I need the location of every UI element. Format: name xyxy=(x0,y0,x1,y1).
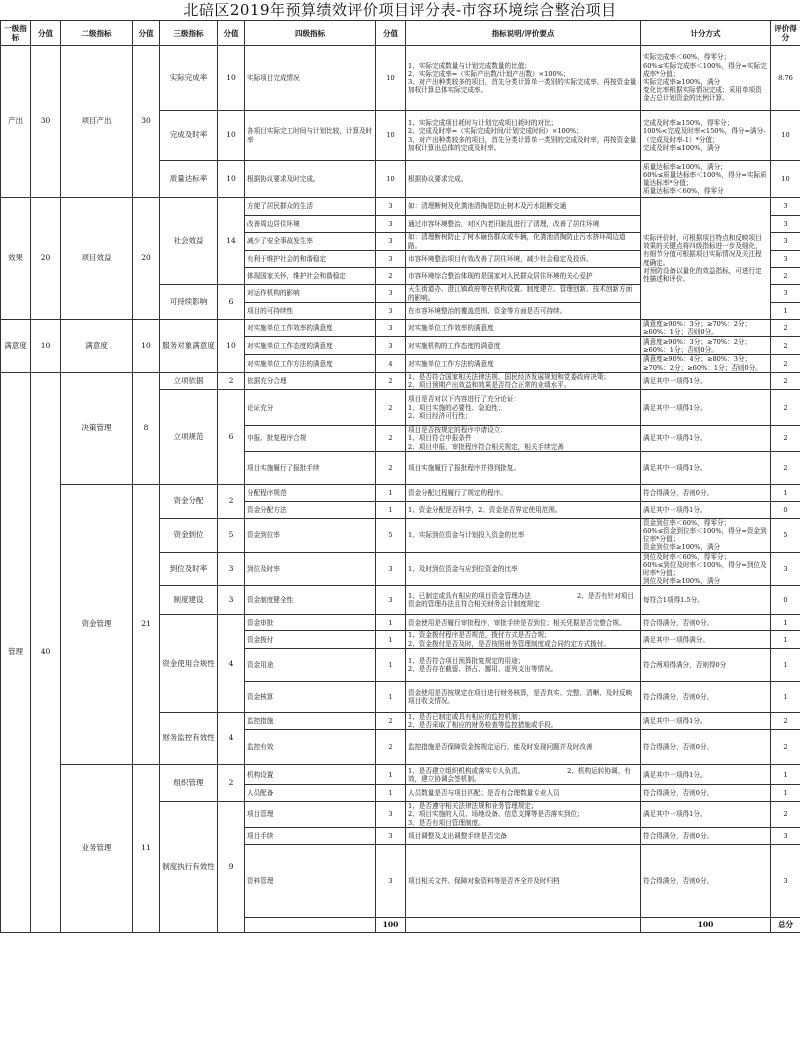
l4-score: 1 xyxy=(376,648,406,681)
eval-score: 3 xyxy=(771,216,800,233)
effect-l1-name: 效果 xyxy=(1,198,31,320)
eval-desc: 对实施单位工作方法的满意度 xyxy=(406,355,641,372)
eval-desc: 1、是否符合项目预算批复规定的用途； 2、是否存在截留、挤占、挪用、虚列支出等情况。 xyxy=(406,648,641,681)
decision-l2-score: 8 xyxy=(133,372,160,484)
scoring-method: 满足其中一项得满分。 xyxy=(641,631,771,648)
scoring-method: 符合得满分，否则0分。 xyxy=(641,827,771,844)
header-cell: 二级指标 xyxy=(61,21,133,46)
l4-name: 资金制度健全性 xyxy=(245,586,376,615)
scoring-method: 满足其中一项得1分。 xyxy=(641,802,771,828)
l4-name: 项目管理 xyxy=(245,802,376,828)
l3-score: 3 xyxy=(218,586,245,615)
l4-score: 1 xyxy=(376,631,406,648)
eval-score: 2 xyxy=(771,372,800,389)
eval-score: 2 xyxy=(771,390,800,426)
decision-l2-name: 决策管理 xyxy=(61,372,133,484)
scoring-method: 满意度≥90%：3分；≥70%：2分；≥60%：1分；否则0分。 xyxy=(641,337,771,355)
l4-name: 人员配备 xyxy=(245,785,376,802)
eval-desc: 根据协议要求完成。 xyxy=(406,161,641,198)
eval-score: 2 xyxy=(771,426,800,452)
eval-score: 2 xyxy=(771,712,800,729)
l3-name: 资金到位 xyxy=(160,518,218,552)
l4-score: 2 xyxy=(376,372,406,389)
eval-desc: 人员数量是否与项目匹配；是否有合理数量专业人员 xyxy=(406,785,641,802)
l4-score: 4 xyxy=(376,355,406,372)
l4-score: 3 xyxy=(376,251,406,268)
l4-score: 1 xyxy=(376,501,406,518)
l4-name: 项目手续 xyxy=(245,827,376,844)
l4-score: 3 xyxy=(376,827,406,844)
header-cell: 分值 xyxy=(133,21,160,46)
l4-score: 10 xyxy=(376,161,406,198)
l3-name: 制度执行有效性 xyxy=(160,802,218,933)
effect-l1-score: 20 xyxy=(31,198,61,320)
eval-desc: 如：清理断树及化粪池清掏是防止树木及污水阻断交通 xyxy=(406,198,641,216)
l4-score: 1 xyxy=(376,681,406,712)
eval-score: 2 xyxy=(771,355,800,372)
eval-score: 3 xyxy=(771,233,800,251)
l4-name: 到位及时率 xyxy=(245,552,376,586)
eval-desc: 天生街道办、澄江镇政府等在机构设置、制度建立、管理创新、技术创新方面的影响。 xyxy=(406,285,641,303)
eval-desc: 1、是否已制定或具有相应的监控机制； 2、是否采取了相应的财务检查等监控措施或手段。 xyxy=(406,712,641,729)
l4-score: 3 xyxy=(376,586,406,615)
l4-score: 3 xyxy=(376,285,406,303)
l3-name: 社会效益 xyxy=(160,198,218,285)
header-cell: 四级指标 xyxy=(245,21,376,46)
scoring-method: 满意度≥90%：4分；≥80%：3分；≥70%：2分；≥60%：1分；否则0分。 xyxy=(641,355,771,372)
scoring-method: 到位及时率＜60%，得零分； 60%≤到位及时率＜100%，得分=到位及时率*分值； 到位及时率≥100%，满分 xyxy=(641,552,771,586)
scoring-method: 满足其中一项得1分。 xyxy=(641,765,771,785)
l3-name: 财务监控有效性 xyxy=(160,712,218,764)
scoring-method: 符合得满分，否则0分。 xyxy=(641,681,771,712)
eval-score: 5 xyxy=(771,518,800,552)
l4-score: 5 xyxy=(376,518,406,552)
l3-name: 组织管理 xyxy=(160,765,218,802)
eval-desc: 1、及时到位资金与应到位资金的比率 xyxy=(406,552,641,586)
eval-score: 1 xyxy=(771,648,800,681)
eval-desc: 资金使用是否履行审批程序，审批手续是否到位；相关凭据是否完整合规。 xyxy=(406,615,641,631)
total-blank xyxy=(245,917,376,932)
effect-l2-score: 20 xyxy=(133,198,160,320)
l4-score: 3 xyxy=(376,320,406,337)
eval-score: 3 xyxy=(771,285,800,303)
eval-desc: 1、是否遵守相关法律法规和业务管理规定； 2、项目实施的人员、场地设备、信息支撑等是否落实到位； 3、是否有项目管理制度。 xyxy=(406,802,641,828)
header-cell: 指标说明/评价要点 xyxy=(406,21,641,46)
scoring-method: 符合两项得满分，否则得0分 xyxy=(641,648,771,681)
fund-l2-score: 21 xyxy=(133,484,160,764)
eval-score: 0 xyxy=(771,501,800,518)
l4-name: 资金用途 xyxy=(245,648,376,681)
l4-score: 2 xyxy=(376,730,406,765)
eval-score: 3 xyxy=(771,251,800,268)
l4-name: 分配程序规范 xyxy=(245,484,376,501)
l4-name: 机构设置 xyxy=(245,765,376,785)
eval-score: 10 xyxy=(771,161,800,198)
eval-desc: 资金分配过程履行了规定的程序。 xyxy=(406,484,641,501)
table-row xyxy=(1,320,800,337)
eval-desc: 在市容环境整治的覆盖范围、资金等方面是否可持续。 xyxy=(406,303,641,320)
business-l2-score: 11 xyxy=(133,765,160,933)
l3-score: 6 xyxy=(218,285,245,320)
output-l1-score: 30 xyxy=(31,46,61,198)
scoring-method: 完成及时率≥150%，得零分； 100%<完成及时率<150%，得分=满分-（完成及时率-1）*分值； 完成及时率≤100%，满分 xyxy=(641,111,771,161)
l4-score: 2 xyxy=(376,451,406,484)
l3-score: 6 xyxy=(218,390,245,485)
eval-desc: 项目是否按规定的程序申请设立： 1、项目符合申报条件 2、项目申报、审批程序符合相关规定，相关手续完善 xyxy=(406,426,641,452)
l4-name: 监控有效 xyxy=(245,730,376,765)
eval-desc: 1、实际到位资金与计划投入资金的比率 xyxy=(406,518,641,552)
l4-name: 资金分配方法 xyxy=(245,501,376,518)
l4-score: 3 xyxy=(376,552,406,586)
l3-name: 可持续影响 xyxy=(160,285,218,320)
l4-name: 项目实施履行了报批手续 xyxy=(245,451,376,484)
header-cell: 分值 xyxy=(218,21,245,46)
eval-score: 1 xyxy=(771,631,800,648)
l4-name: 对实施单位工作效率的满意度 xyxy=(245,320,376,337)
eval-desc: 市容环境综合整治体现的是国家对人民群众居住环境的关心爱护 xyxy=(406,268,641,285)
l3-score: 2 xyxy=(218,484,245,518)
eval-desc: 对实施机构的工作态度的满意度 xyxy=(406,337,641,355)
l4-score: 3 xyxy=(376,198,406,216)
eval-score: 3 xyxy=(771,198,800,216)
effect-l2-name: 项目效益 xyxy=(61,198,133,320)
l3-score: 10 xyxy=(218,111,245,161)
header-cell: 计分方式 xyxy=(641,21,771,46)
eval-desc: 项目相关文件、保障对象资料等是否齐全并及时归档 xyxy=(406,844,641,917)
l4-score: 3 xyxy=(376,303,406,320)
output-l2-score: 30 xyxy=(133,46,160,198)
l4-score: 2 xyxy=(376,426,406,452)
l4-name: 资金审批 xyxy=(245,615,376,631)
scoring-method: 符合得满分，否则0分。 xyxy=(641,484,771,501)
l4-name: 监控措施 xyxy=(245,712,376,729)
management-l1-score: 40 xyxy=(31,372,61,932)
l4-score: 3 xyxy=(376,216,406,233)
l3-name: 服务对象满意度 xyxy=(160,320,218,373)
scoring-method: 实际完成率＜60%，得零分； 60%≤实际完成率＜100%，得分=实际完成率*分值； 实际完成率≥100%，满分 变化比率根据实际情况完成；采用单项资金占总计划资金的比例计算。 xyxy=(641,46,771,111)
eval-desc: 如：清理断树防止了树木砸伤群众或车辆，化粪池清掏防止污水挤坏周边道路。 xyxy=(406,233,641,251)
l4-name: 对实施单位工作态度的满意度 xyxy=(245,337,376,355)
l3-name: 到位及时率 xyxy=(160,552,218,586)
eval-score: 2 xyxy=(771,451,800,484)
l4-score: 3 xyxy=(376,233,406,251)
l4-score: 3 xyxy=(376,844,406,917)
scoring-method: 满足其中一项得1分。 xyxy=(641,390,771,426)
eval-score: 3 xyxy=(771,827,800,844)
satisfaction-l2-score: 10 xyxy=(133,320,160,373)
l3-score: 10 xyxy=(218,320,245,373)
eval-desc: 市容环境整治项目有效改善了居住环境，减少社会稳定及投诉。 xyxy=(406,251,641,268)
l3-name: 制度建设 xyxy=(160,586,218,615)
l4-name: 资金拨付 xyxy=(245,631,376,648)
l4-name: 减少了安全事故发生率 xyxy=(245,233,376,251)
l4-name: 体现国家关怀，维护社会和谐稳定 xyxy=(245,268,376,285)
l3-score: 3 xyxy=(218,552,245,586)
table-row xyxy=(1,484,800,501)
eval-score: 3 xyxy=(771,552,800,586)
eval-score: 1 xyxy=(771,765,800,785)
satisfaction-l2-name: 满意度 xyxy=(61,320,133,373)
l4-score: 2 xyxy=(376,268,406,285)
eval-desc: 通过市容环境整治，对区内老旧脏乱进行了清理，改善了居住环境 xyxy=(406,216,641,233)
eval-score: 1 xyxy=(771,303,800,320)
l3-score: 2 xyxy=(218,765,245,802)
eval-score: 10 xyxy=(771,111,800,161)
eval-desc: 项目实施履行了报批程序并得到批复。 xyxy=(406,451,641,484)
eval-score: 2 xyxy=(771,268,800,285)
eval-desc: 1、已制定或具有相应的项目资金管理办法 2、是否有针对项目资金的管理办法且符合相关财务会计制度规定 xyxy=(406,586,641,615)
l4-name: 有利于维护社会的和谐稳定 xyxy=(245,251,376,268)
fund-l2-name: 资金管理 xyxy=(61,484,133,764)
eval-desc: 1、是否建立组织机构或落实专人负责。 2、机构运转协调、有效，建立协调会签机制。 xyxy=(406,765,641,785)
eval-score: 2 xyxy=(771,802,800,828)
scoring-method: 质量达标率≥100%，满分； 60%≤质量达标率＜100%，得分=实际质量达标率*分值； 质量达标率＜60%，得零分 xyxy=(641,161,771,198)
eval-desc: 对实施单位工作效率的满意度 xyxy=(406,320,641,337)
l4-name: 依据充分合理 xyxy=(245,372,376,389)
eval-score: 1 xyxy=(771,681,800,712)
l4-name: 申报、批复程序合规 xyxy=(245,426,376,452)
total-label: 总分 xyxy=(771,917,800,932)
l4-score: 10 xyxy=(376,46,406,111)
eval-desc: 1、实际完成项目耗时与计划完成项目耗时的对比； 2、完成及时率=（实际完成时间/计划完成时间）×100%； 3、对产出种类较多的项目，首先分类计算单一类别的完成及时率，再按资金量加权计算出总体的完成及时率。 xyxy=(406,111,641,161)
header-cell: 一级指标 xyxy=(1,21,31,46)
l4-name: 资金到位率 xyxy=(245,518,376,552)
l4-score: 3 xyxy=(376,337,406,355)
l3-score: 10 xyxy=(218,46,245,111)
scoring-method: 符合得满分，否则0分。 xyxy=(641,730,771,765)
l4-name: 根据协议要求及时完成。 xyxy=(245,161,376,198)
scoring-method: 资金到位率＜60%，得零分； 60%≤资金到位率＜100%，得分=资金到位率*分值； 资金到位率≥100%，满分 xyxy=(641,518,771,552)
scoring-method: 满足其中一项得1分。 xyxy=(641,451,771,484)
l3-score: 14 xyxy=(218,198,245,285)
total-s2: 100 xyxy=(641,917,771,932)
l3-name: 资金分配 xyxy=(160,484,218,518)
eval-score: 8.76 xyxy=(771,46,800,111)
l4-name: 各项目实际完工时间与计划比较，计算及时率 xyxy=(245,111,376,161)
eval-score: 2 xyxy=(771,320,800,337)
l4-name: 对运作机构的影响 xyxy=(245,285,376,303)
eval-desc: 资金使用是否按规定在项目进行财务核算，是否真实、完整、清晰、及时反映项目收支情况。 xyxy=(406,681,641,712)
l3-name: 质量达标率 xyxy=(160,161,218,198)
page-title: 北碚区2019年预算绩效评价项目评分表-市容环境综合整治项目 xyxy=(183,1,617,19)
business-l2-name: 业务管理 xyxy=(61,765,133,933)
eval-score: 2 xyxy=(771,337,800,355)
header-row xyxy=(1,21,800,46)
eval-desc: 监控措施是否保障资金按规定运行，能及时发现问题并及时改善 xyxy=(406,730,641,765)
scoring-method: 满足其中一项得1分。 xyxy=(641,372,771,389)
table-row xyxy=(1,46,800,111)
eval-desc: 1、资金分配是否科学，2、资金是否界定使用范围。 xyxy=(406,501,641,518)
scoring-method: 满足其中一项得1分。 xyxy=(641,501,771,518)
l4-name: 对实施单位工作方法的满意度 xyxy=(245,355,376,372)
l4-score: 10 xyxy=(376,111,406,161)
l4-name: 方便了居民群众的生活 xyxy=(245,198,376,216)
l4-name: 资料管理 xyxy=(245,844,376,917)
l4-score: 1 xyxy=(376,765,406,785)
l4-score: 1 xyxy=(376,484,406,501)
table-row xyxy=(1,198,800,216)
total-s1: 100 xyxy=(376,917,406,932)
table-row xyxy=(1,372,800,389)
l4-name: 改善周边居住环境 xyxy=(245,216,376,233)
header-cell: 三级指标 xyxy=(160,21,218,46)
l3-name: 资金使用合规性 xyxy=(160,615,218,712)
score-table xyxy=(0,20,800,933)
l4-score: 1 xyxy=(376,615,406,631)
l3-name: 实际完成率 xyxy=(160,46,218,111)
eval-score: 3 xyxy=(771,844,800,917)
total-blank xyxy=(406,917,641,932)
satisfaction-l1-name: 满意度 xyxy=(1,320,31,373)
l3-name: 立项规范 xyxy=(160,390,218,485)
l3-score: 9 xyxy=(218,802,245,933)
scoring-method: 满意度≥90%：3分；≥70%：2分；≥60%：1分；否则0分。 xyxy=(641,320,771,337)
scoring-method: 每符合1项得1.5分。 xyxy=(641,586,771,615)
header-cell: 分值 xyxy=(376,21,406,46)
l4-score: 3 xyxy=(376,802,406,828)
l3-name: 立项依据 xyxy=(160,372,218,389)
output-l2-name: 项目产出 xyxy=(61,46,133,198)
l3-score: 2 xyxy=(218,372,245,389)
scoring-method: 实际评价时，可根据项目特点和反映项目效果的关键点将四级指标进一步及细化，有细节分值可根据项目实际情况及关注程度确定。 对预防设备以量化的效益指标，可进行定性描述和评价。 xyxy=(641,198,771,320)
l3-score: 4 xyxy=(218,712,245,764)
l4-score: 2 xyxy=(376,712,406,729)
l4-score: 1 xyxy=(376,785,406,802)
header-cell: 分值 xyxy=(31,21,61,46)
table-row xyxy=(1,765,800,785)
eval-score: 2 xyxy=(771,730,800,765)
scoring-method: 符合得满分，否则0分。 xyxy=(641,615,771,631)
scoring-method: 满足其中一项得1分。 xyxy=(641,712,771,729)
eval-score: 0 xyxy=(771,586,800,615)
management-l1-name: 管理 xyxy=(1,372,31,932)
eval-desc: 1、实际完成数量与计划完成数量的比值； 2、实际完成率=（实际产出数/计划产出数）×100%； 3、对产出种类较多的项目，首先分类计算单一类别的实际完成率，再按资金量加权计算总体实际完成率。 xyxy=(406,46,641,111)
eval-desc: 项目调整及支出调整手续是否完备 xyxy=(406,827,641,844)
eval-desc: 1、资金拨付程序是否规范，拨付方式是否合规； 2、资金拨付是否及时，是否按照财务管理制度或合同约定方式拨付。 xyxy=(406,631,641,648)
scoring-method: 满足其中一项得1分。 xyxy=(641,426,771,452)
l4-name: 项目的可持续性 xyxy=(245,303,376,320)
eval-score: 1 xyxy=(771,615,800,631)
l3-score: 5 xyxy=(218,518,245,552)
scoring-method: 符合得满分，否则0分。 xyxy=(641,785,771,802)
l3-name: 完成及时率 xyxy=(160,111,218,161)
l3-score: 4 xyxy=(218,615,245,712)
eval-score: 1 xyxy=(771,484,800,501)
eval-desc: 1、是否符合国家相关法律法规、国民经济发展规划和党委政府决策； 2、项目预期产出效益和效果是否符合正常的业绩水平。 xyxy=(406,372,641,389)
scoring-method: 符合得满分，否则0分。 xyxy=(641,844,771,917)
header-cell: 评价得分 xyxy=(771,21,800,46)
satisfaction-l1-score: 10 xyxy=(31,320,61,373)
l4-name: 论证充分 xyxy=(245,390,376,426)
eval-desc: 项目是否对以下内容进行了充分论证： 1、项目实施的必要性、急迫性； 2、项目经济可行性； xyxy=(406,390,641,426)
l4-name: 资金核算 xyxy=(245,681,376,712)
eval-score: 1 xyxy=(771,785,800,802)
l4-name: 实际项目完成情况 xyxy=(245,46,376,111)
l3-score: 10 xyxy=(218,161,245,198)
output-l1-name: 产出 xyxy=(1,46,31,198)
l4-score: 2 xyxy=(376,390,406,426)
